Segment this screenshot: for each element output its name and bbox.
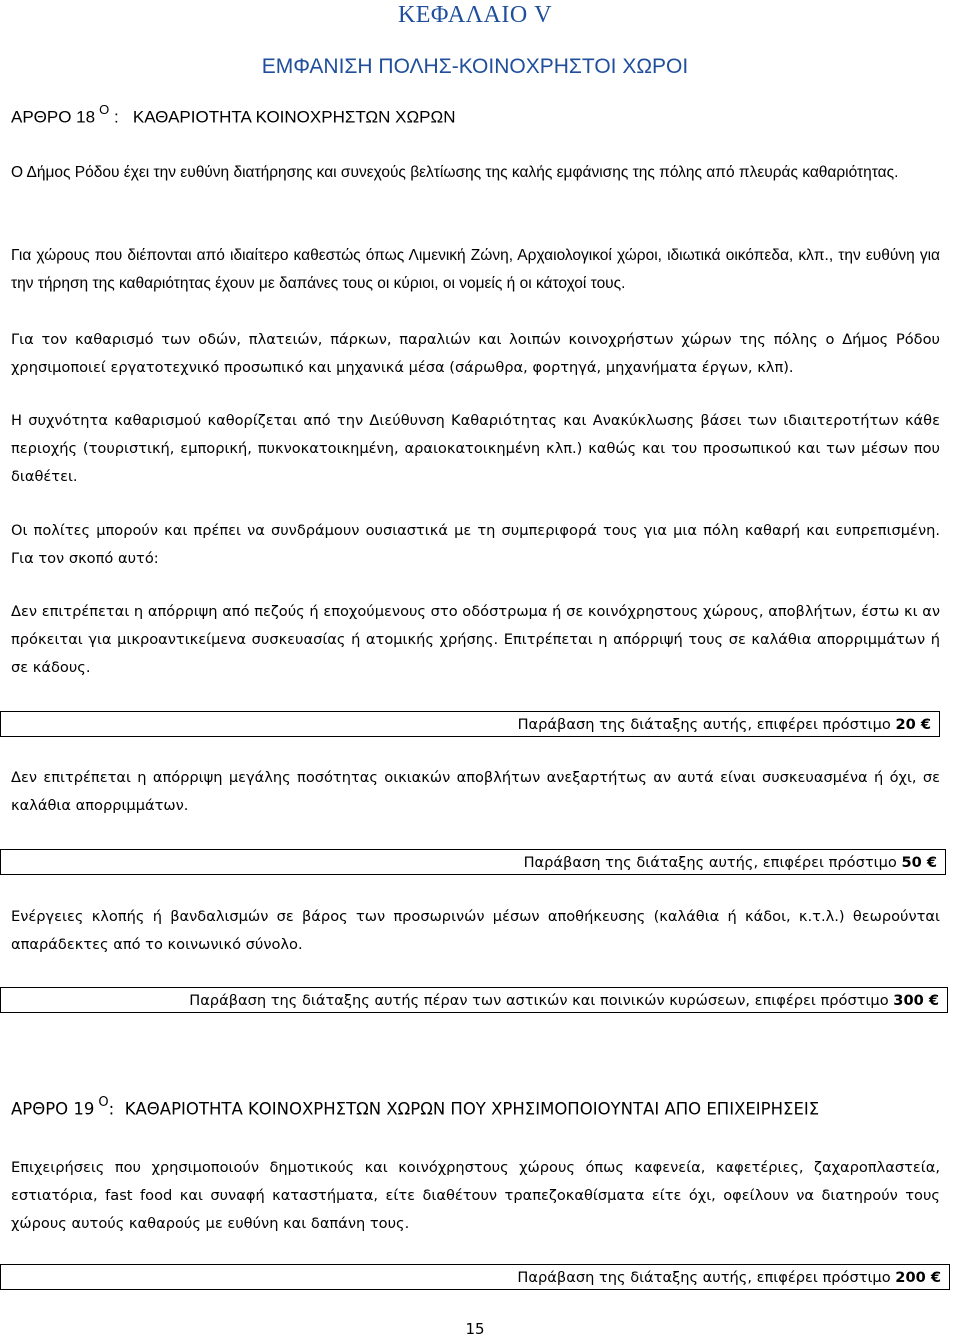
paragraph-article-19: Επιχειρήσεις που χρησιμοποιούν δημοτικούς και κοινόχρηστους χώρους όπως καφενεία, καφετέριες, ζαχαροπλαστεία, εστιατόρια, fast food και συναφή καταστήματα, είτε διαθέτουν τραπεζοκαθίσματα είτε όχι, οφείλουν να διατηρούν τους χώρους αυτούς καθαρούς με ευθύνη και δαπάνη τους. [11, 1159, 940, 1232]
article-18-heading [11, 104, 456, 128]
fine-3-text: Παράβαση της διάταξης αυτής πέραν των αστικών και ποινικών κυρώσεων, επιφέρει πρόστιμο [189, 992, 889, 1009]
fine-1-text: Παράβαση της διάταξης αυτής, επιφέρει πρόστιμο [517, 716, 891, 733]
fine-2-amount: 50 € [901, 854, 937, 871]
fine-2-text: Παράβαση της διάταξης αυτής, επιφέρει πρόστιμο [523, 854, 897, 871]
fine-box-3 [0, 987, 948, 1013]
paragraph-3: Για τον καθαρισμό των οδών, πλατειών, πάρκων, παραλιών και λοιπών κοινοχρήστων χώρων της πόλης ο Δήμος Ρόδου χρησιμοποιεί εργατοτεχνικό προσωπικό και μηχανικά μέσα (σάρωθρα, φορτηγά, μηχανήματα έργων, κλπ). [11, 331, 940, 376]
paragraph-4: Η συχνότητα καθαρισμού καθορίζεται από την Διεύθυνση Καθαριότητας και Ανακύκλωσης βάσει των ιδιαιτεροτήτων κάθε περιοχής (τουριστική, εμπορική, πυκνοκατοικημένη, αραιοκατοικημένη κλπ.) καθώς και του προσωπικού και των μέσων που διαθέτει. [11, 412, 940, 485]
fine-box-2 [0, 849, 946, 875]
chapter-subtitle: ΕΜΦΑΝΙΣΗ ΠΟΛΗΣ-ΚΟΙΝΟΧΡΗΣΤΟΙ ΧΩΡΟΙ [261, 55, 689, 78]
article-19-title: ΚΑΘΑΡΙΟΤΗΤΑ ΚΟΙΝΟΧΡΗΣΤΩΝ ΧΩΡΩΝ ΠΟΥ ΧΡΗΣΙΜΟΠΟΙΟΥΝΤΑΙ ΑΠΟ ΕΠΙΧΕΙΡΗΣΕΙΣ [124, 1099, 820, 1119]
article-19-ordinal: Ο [98, 1095, 109, 1110]
paragraph-6: Δεν επιτρέπεται η απόρριψη από πεζούς ή εποχούμενους στο οδόστρωμα ή σε κοινόχρηστους χώρους, αποβλήτων, έστω κι αν πρόκειται για μικροαντικείμενα συσκευασίας ή ατομικής χρήσης. Επιτρέπεται η απόρριψή τους σε καλάθια απορριμμάτων ή σε κάδους. [11, 603, 940, 676]
fine-3-amount: 300 € [893, 992, 939, 1009]
paragraph-2: Για χώρους που διέπονται από ιδιαίτερο καθεστώς όπως Λιμενική Ζώνη, Αρχαιολογικοί χώροι, ιδιωτικά οικόπεδα, κλπ., την ευθύνη για την τήρηση της καθαριότητας έχουν με δαπάνες τους οι κύριοι, οι νομείς ή οι κάτοχοί τους. [11, 247, 940, 292]
article-19-separator: : [108, 1099, 115, 1119]
fine-box-4 [0, 1264, 950, 1290]
fine-4-text: Παράβαση της διάταξης αυτής, επιφέρει πρόστιμο [517, 1269, 891, 1286]
chapter-title: ΚΕΦΑΛΑΙΟ V [397, 2, 553, 28]
paragraph-7: Δεν επιτρέπεται η απόρριψη μεγάλης ποσότητας οικιακών αποβλήτων ανεξαρτήτως αν αυτά είναι συσκευασμένα ή όχι, σε καλάθια απορριμμάτων. [11, 769, 940, 814]
article-19-heading [11, 1097, 819, 1119]
fine-box-1 [0, 711, 940, 737]
paragraph-5: Οι πολίτες μπορούν και πρέπει να συνδράμουν ουσιαστικά με τη συμπεριφορά τους για μια πόλη καθαρή και ευπρεπισμένη. Για τον σκοπό αυτό: [11, 522, 940, 567]
article-18-prefix: ΑΡΘΡΟ 18 [11, 107, 96, 127]
article-18-separator: : [109, 107, 119, 127]
fine-1-amount: 20 € [895, 716, 931, 733]
fine-4-amount: 200 € [895, 1269, 941, 1286]
paragraph-8: Ενέργειες κλοπής ή βανδαλισμών σε βάρος των προσωρινών μέσων αποθήκευσης (καλάθια ή κάδοι, κ.τ.λ.) θεωρούνται απαράδεκτες από το κοινωνικό σύνολο. [11, 908, 940, 953]
article-19-prefix: ΑΡΘΡΟ 19 [11, 1099, 95, 1119]
page-number: 15 [465, 1320, 485, 1338]
article-18-ordinal: Ο [99, 102, 110, 117]
article-18-title: ΚΑΘΑΡΙΟΤΗΤΑ ΚΟΙΝΟΧΡΗΣΤΩΝ ΧΩΡΩΝ [132, 107, 456, 127]
paragraph-1: Ο Δήμος Ρόδου έχει την ευθύνη διατήρησης και συνεχούς βελτίωσης της καλής εμφάνισης της πόλης από πλευράς καθαριότητας. [11, 164, 899, 181]
